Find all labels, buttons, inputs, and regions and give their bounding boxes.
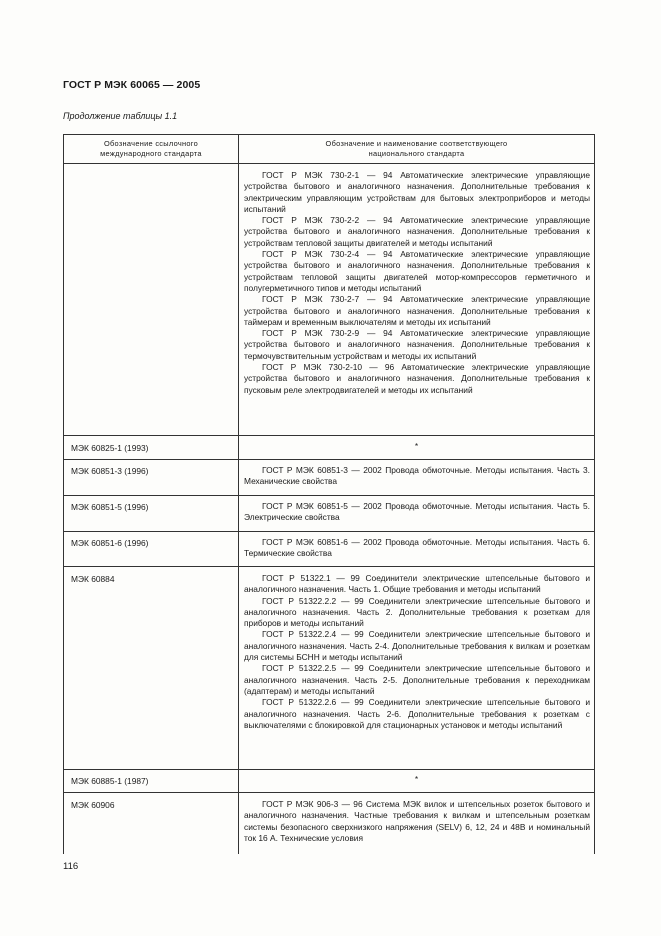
row-divider	[64, 435, 594, 436]
standard-entry: ГОСТ Р МЭК 60851-6 — 2002 Провода обмоточные. Методы испытания. Часть 6. Термические свойства	[244, 537, 590, 559]
row-ref: МЭК 60885-1 (1987)	[71, 776, 149, 786]
standard-entry: ГОСТ Р 51322.2.6 — 99 Соединители электрические штепсельные бытового и аналогичного назначения. Часть 2-6. Дополнительные требования к розеткам с выключателями с блокировкой для стационарных установок и методы испытаний	[244, 697, 590, 730]
standard-entry: ГОСТ Р 51322.1 — 99 Соединители электрические штепсельные бытового и аналогичного назначения. Часть 1. Общие требования и методы испытаний	[244, 573, 590, 595]
standard-entry: ГОСТ Р 51322.2.4 — 99 Соединители электрические штепсельные бытового и аналогичного назначения. Часть 2-4. Дополнительные требования к вилкам и розеткам для системы БСНН и методы испытаний	[244, 629, 590, 663]
row-standards	[244, 501, 590, 524]
column-header-international	[64, 135, 238, 164]
column-header-line: Обозначение и наименование соответствующего	[325, 139, 508, 148]
standard-entry: ГОСТ Р МЭК 730-2-1 — 94 Автоматические электрические управляющие устройства бытового и аналогичного назначения. Дополнительные требования к электрическим управляющим устройствам для бытовых электроприборов и методы испытаний	[244, 170, 590, 214]
standard-entry: ГОСТ Р 51322.2.2 — 99 Соединители электрические штепсельные бытового и аналогичного назначения. Часть 2. Дополнительные требования к розеткам для приборов и методы испытаний	[244, 595, 590, 629]
standard-entry: ГОСТ Р 51322.2.5 — 99 Соединители электрические штепсельные бытового и аналогичного назначения. Часть 2-5. Дополнительные требования к переходникам (адаптерам) и методы испытаний	[244, 663, 590, 696]
standard-entry: ГОСТ Р МЭК 60851-3 — 2002 Провода обмоточные. Методы испытания. Часть 3. Механические свойства	[244, 465, 590, 487]
standard-entry: ГОСТ Р МЭК 60851-5 — 2002 Провода обмоточные. Методы испытания. Часть 5. Электрические свойства	[244, 501, 590, 523]
row-standards	[244, 573, 590, 731]
standard-entry: ГОСТ Р МЭК 730-2-9 — 94 Автоматические электрические управляющие устройства бытового и аналогичного назначения. Дополнительные требования к термочувствительным устройствам и методы их испытаний	[244, 328, 590, 361]
row-divider	[64, 769, 594, 770]
row-standards	[244, 537, 590, 560]
column-header-line: Обозначение ссылочного	[103, 139, 199, 148]
row-ref: МЭК 60825-1 (1993)	[71, 443, 149, 453]
column-header-national	[238, 135, 595, 164]
document-header: ГОСТ Р МЭК 60065 — 2005	[63, 79, 201, 91]
standard-entry: ГОСТ Р МЭК 730-2-4 — 94 Автоматические электрические управляющие устройства бытового и аналогичного назначения. Дополнительные требования к устройствам тепловой защиты двигателей мотор-компрессоров герметичного и полугерметичного типов и методы испытаний	[244, 249, 590, 293]
column-header-line: национального стандарта	[368, 149, 465, 158]
standard-entry: ГОСТ Р МЭК 730-2-7 — 94 Автоматические электрические управляющие устройства бытового и аналогичного назначения. Дополнительные требования к таймерам и временным выключателям и методы их испытаний	[244, 294, 590, 327]
row-divider	[64, 531, 594, 532]
row-ref: МЭК 60906	[71, 800, 115, 810]
row-divider	[64, 495, 594, 496]
row-standards	[244, 799, 590, 844]
row-divider	[64, 566, 594, 567]
row-divider	[64, 792, 594, 793]
no-equivalent-mark: *	[414, 441, 419, 451]
standard-entry: ГОСТ Р МЭК 730-2-2 — 94 Автоматические электрические управляющие устройства бытового и аналогичного назначения. Дополнительные требования к устройствам тепловой защиты двигателей и методы испытаний	[244, 215, 590, 248]
row-standards	[244, 465, 590, 488]
table-caption: Продолжение таблицы 1.1	[63, 111, 178, 121]
row-standards	[244, 170, 590, 396]
row-ref: МЭК 60851-5 (1996)	[71, 502, 149, 512]
row-ref: МЭК 60851-6 (1996)	[71, 538, 149, 548]
row-ref: МЭК 60884	[71, 574, 115, 584]
reference-table	[63, 134, 595, 854]
no-equivalent-mark: *	[414, 774, 419, 784]
row-divider	[64, 459, 594, 460]
page-number: 116	[63, 861, 79, 872]
row-ref: МЭК 60851-3 (1996)	[71, 466, 149, 476]
standard-entry: ГОСТ Р МЭК 906-3 — 96 Система МЭК вилок и штепсельных розеток бытового и аналогичного назначения. Частные требования к вилкам и штепсельным розеткам системы безопасного сверхнизкого напряжения (SELV) 6, 12, 24 и 48В и номинальный ток 16 А. Технические условия	[244, 799, 590, 843]
standard-entry: ГОСТ Р МЭК 730-2-10 — 96 Автоматические электрические управляющие устройства бытового и аналогичного назначения. Дополнительные требования к пусковым реле электродвигателей и методы их испытаний	[244, 362, 590, 395]
column-header-line: международного стандарта	[100, 149, 202, 158]
